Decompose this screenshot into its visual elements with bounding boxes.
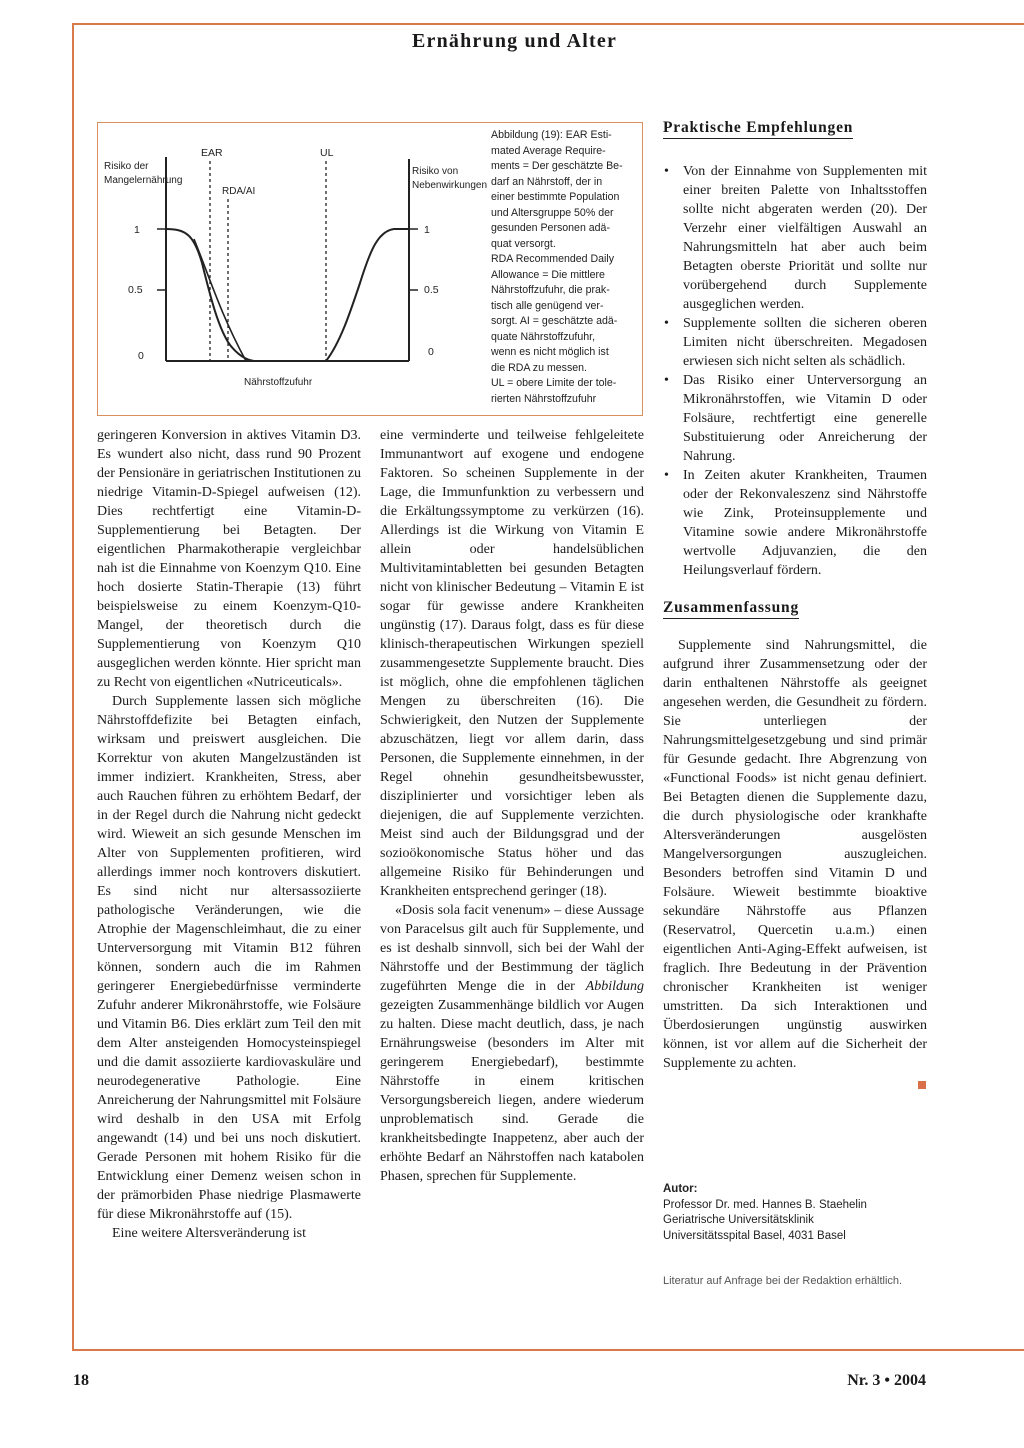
caption-line: und Altersgruppe 50% der — [491, 206, 614, 219]
caption-line: die RDA zu messen. — [491, 361, 587, 374]
caption-line: quate Nährstoffzufuhr, — [491, 330, 596, 343]
col2-paragraph-2-start: «Dosis sola facit venenum» – diese Aussage von Paracelsus gilt auch für Supplemente, und es ist deshalb sinnvoll, sich bei der Wahl der Nährstoffe und der Bestimmung der täglich zugeführten Menge die in der — [380, 903, 644, 994]
label-risk-side-1: Risiko von — [412, 166, 459, 177]
caption-line: wenn es nicht möglich ist — [491, 346, 609, 358]
y-tick-0-right: 0 — [428, 346, 434, 358]
figure-box — [97, 122, 643, 416]
figure-caption — [491, 128, 639, 407]
recommendations-list — [663, 162, 927, 580]
caption-line: sorgt. AI = geschätzte adä- — [491, 315, 618, 327]
author-name: Professor Dr. med. Hannes B. Staehelin — [663, 1198, 867, 1211]
risk-curve-diagram — [98, 123, 490, 415]
list-item: • Supplemente sollten die sicheren oberen Limiten nicht überschreiten. Megadosen erwiesen sich nicht selten als schädlich. — [663, 314, 927, 371]
caption-line: gesunden Personen adä- — [491, 222, 610, 234]
caption-line: quat versorgt. — [491, 237, 556, 250]
x-axis-label: Nährstoffzufuhr — [244, 377, 313, 388]
label-rda-ai: RDA/AI — [222, 186, 256, 197]
deficiency-risk-secondary-curve — [194, 239, 246, 361]
col1-paragraph-3: Eine weitere Altersveränderung ist — [112, 1226, 306, 1241]
adverse-effect-risk-curve — [326, 229, 409, 361]
literature-note: Literatur auf Anfrage bei der Redaktion erhältlich. — [663, 1275, 903, 1287]
body-column-2 — [380, 426, 644, 1186]
caption-line: rierten Nährstoffzufuhr — [491, 392, 597, 405]
caption-line: Abbildung (19): EAR Esti- — [491, 129, 612, 141]
caption-line: tisch alle genügend ver- — [491, 299, 604, 312]
frame-top-rule — [72, 23, 1024, 25]
list-item: • Das Risiko einer Unterversorgung an Mikronährstoffen, wie Vitamin D oder Folsäure, rechtfertigt eine generelle Substituierung oder Anreicherung der Nahrung. — [663, 371, 927, 466]
y-tick-half-right: 0.5 — [424, 284, 439, 296]
col2-paragraph-1: eine verminderte und teilweise fehlgeleitete Immunantwort auf exogene und endogene Faktoren. So scheinen Supplemente in der Lage, die Immunfunktion zu verbessern und die Erkältungssymptome zu verkürzen (16). Allerdings ist die Wirkung von Vitamin E allein oder handelsüblichen Multivitamintabletten bei gesunden Betagten nicht von klinischer Bedeutung – Vitamin E ist sogar für gewisse andere Krankheiten ungünstig (17). Daraus folgt, dass es für diese klinisch-therapeutischen Wirkungen speziell zusammengesetzte Supplemente braucht. Dies ist möglich, ohne die empfohlenen täglichen Mengen zu überschreiten (16). Die Schwierigkeit, den Nutzen der Supplemente abzuschätzen, liegt vor allem darin, dass Personen, die Supplemente einnehmen, in der Regel ohnehin gesundheitsbewusster, disziplinierter und vorsichtiger leben als diejenigen, die auf Supplemente verzichten. Meist sind auch der Bildungsgrad und der sozioökonomische Status höher und das allgemeine Risiko für Behinderungen und Krankheiten entsprechend geringer (18). — [380, 428, 644, 899]
y-tick-1-right: 1 — [424, 224, 430, 236]
author-clinic: Geriatrische Universitätsklinik — [663, 1214, 814, 1226]
author-address: Universitätsspital Basel, 4031 Basel — [663, 1229, 846, 1242]
frame-left-rule — [72, 23, 74, 1350]
list-item: • Von der Einnahme von Supplementen mit einer breiten Palette von Inhaltsstoffen sollte nicht abgeraten werden (20). Der Verzehr einer vielfältigen Auswahl an Nahrungsmitteln hat aber auch beim Betagten oberste Priorität und sollte nur vorübergehend durch Supplemente ausgeglichen werden. — [663, 162, 927, 314]
caption-line: Allowance = Die mittlere — [491, 268, 605, 281]
summary-paragraph: Supplemente sind Nahrungsmittel, die aufgrund ihrer Zusammensetzung oder der darin enthaltenen Nährstoffe als geeignet angesehen werden, die Gesundheit zu fördern. Sie unterliegen der Nahrungsmittelgesetzgebung und sind primär für Gesunde gedacht. Ihre Abgrenzung von «Functional Foods» ist nicht genau definiert. Bei Betagten dienen die Supplemente dazu, die durch physiologische oder krankhafte Altersveränderungen ausgelösten Mangelversorgungen auszugleichen. Besonders betroffen sind Vitamin D und Folsäure. Wieweit bestimmte bioaktive sekundäre Nährstoffe aus Pflanzen (Reservatrol, Quercetin u.a.m.) einen eigentlichen Anti-Aging-Effekt aufweisen, ist fraglich. Ihre Bedeutung in der Prävention chronischer Krankheiten ist weniger umstritten. Da sich Interaktionen und Überdosierungen ungünstig auswirken können, ist vor allem auf die Sicherheit der Supplemente zu achten. — [663, 638, 927, 1071]
running-title: Ernährung und Alter — [411, 30, 618, 52]
author-block — [663, 1182, 933, 1244]
y-tick-0-left: 0 — [138, 350, 144, 362]
caption-line: ments = Der geschätzte Be- — [491, 160, 623, 172]
y-tick-half-left: 0.5 — [128, 284, 143, 296]
issue-number: Nr. 3 • 2004 — [847, 1372, 926, 1389]
body-column-1 — [97, 426, 361, 1243]
article-end-mark — [918, 1081, 926, 1089]
heading-recommendations: Praktische Empfehlungen — [663, 118, 853, 139]
caption-line: einer bestimmte Population — [491, 191, 620, 203]
caption-line: RDA Recommended Daily — [491, 253, 615, 265]
label-risk-deficiency-2: Mangelernährung — [104, 175, 183, 186]
author-label: Autor: — [663, 1183, 698, 1195]
col2-paragraph-2 — [380, 901, 644, 1186]
col2-paragraph-2-end: gezeigten Zusammenhänge bildlich vor Augen zu halten. Diese macht deutlich, dass, je nach Ernährungsweise (besonders im Alter mit geringerem Energiebedarf), bestimmte Nährstoffe in einem kritischen Versorgungsbereich liegen, andere wiederum unproblematisch sind. Gerade die krankheitsbedingte Inappetenz, aber auch der erhöhte Bedarf an Nährstoffen nach katabolen Phasen, sprechen für Supplemente. — [380, 998, 644, 1184]
caption-line: mated Average Require- — [491, 144, 606, 157]
figure-reference: Abbildung — [585, 979, 644, 994]
page-number: 18 — [73, 1372, 89, 1389]
list-item: • In Zeiten akuter Krankheiten, Traumen oder der Rekonvaleszenz sind Nährstoffe wie Zink, Proteinsupplemente und Vitamine sowie andere Mikronährstoffe wertvolle Adjuvanzien, die den Heilungsverlauf fördern. — [663, 466, 927, 580]
frame-bottom-rule — [72, 1349, 1024, 1351]
col1-paragraph-1: geringeren Konversion in aktives Vitamin D3. Es wundert also nicht, dass rund 90 Prozent der Pensionäre in geriatrischen Institutionen zu niedrige Vitamin-D-Spiegel aufweisen (12). Dies rechtfertigt eine Vitamin-D-Supplementierung bei Betagten. Der eigentlichen Pharmakotherapie vergleichbar nah ist die Einnahme von Koenzym Q10. Eine hoch dosierte Statin-Therapie (13) führt beispielsweise zu einem Koenzym-Q10-Mangel, der theoretisch durch die Supplementierung von Koenzym Q10 ausgeglichen werden könnte. Hier spricht man zu Recht von eigentlichen «Nutriceuticals». — [97, 428, 361, 690]
caption-line: darf an Nährstoff, der in — [491, 175, 603, 188]
label-risk-side-2: Nebenwirkungen — [412, 180, 488, 191]
col1-paragraph-2: Durch Supplemente lassen sich mögliche Nährstoffdefizite bei Betagten einfach, wirksam und preiswert ausgleichen. Die Korrektur von akuten Mangelzuständen ist immer indiziert. Krankheiten, Stress, aber auch Rauchen führen zu erhöhtem Bedarf, der in der Regel durch die Nahrung nicht gedeckt wird. Wieweit an sich gesunde Menschen im Alter von Supplementen profitieren, wird allerdings immer noch kontrovers diskutiert. Es sind nicht nur altersassoziierte pathologische Veränderungen, wie die Atrophie der Magenschleimhaut, die zu einer Unterversorgung mit Vitamin B12 führen können, sondern auch die im Rahmen geringerer Energiebedürfnisse verminderte Zufuhr anderer Mikronährstoffe, wie Folsäure und Vitamin B6. Dies erklärt zum Teil den mit dem Alter ansteigenden Homocysteinspiegel und die damit assoziierte kardiovaskuläre und neurodegenerative Pathologie. Eine Anreicherung der Nahrungsmittel mit Folsäure wird deshalb in den USA mit Erfolg angewandt (14) und bei uns noch diskutiert. Gerade Personen mit hohem Risiko für die Entwicklung einer Demenz weisen schon in der prämorbiden Phase niedrige Plasmawerte für diese Mikronährstoffe auf (15). — [97, 694, 361, 1222]
caption-line: Nährstoffzufuhr, die prak- — [491, 284, 610, 296]
y-tick-1-left: 1 — [134, 224, 140, 236]
label-risk-deficiency-1: Risiko der — [104, 161, 149, 172]
caption-line: UL = obere Limite der tole- — [491, 377, 617, 389]
label-ear: EAR — [201, 147, 223, 159]
body-column-3 — [663, 118, 927, 1089]
heading-summary: Zusammenfassung — [663, 598, 799, 619]
label-ul: UL — [320, 147, 334, 159]
